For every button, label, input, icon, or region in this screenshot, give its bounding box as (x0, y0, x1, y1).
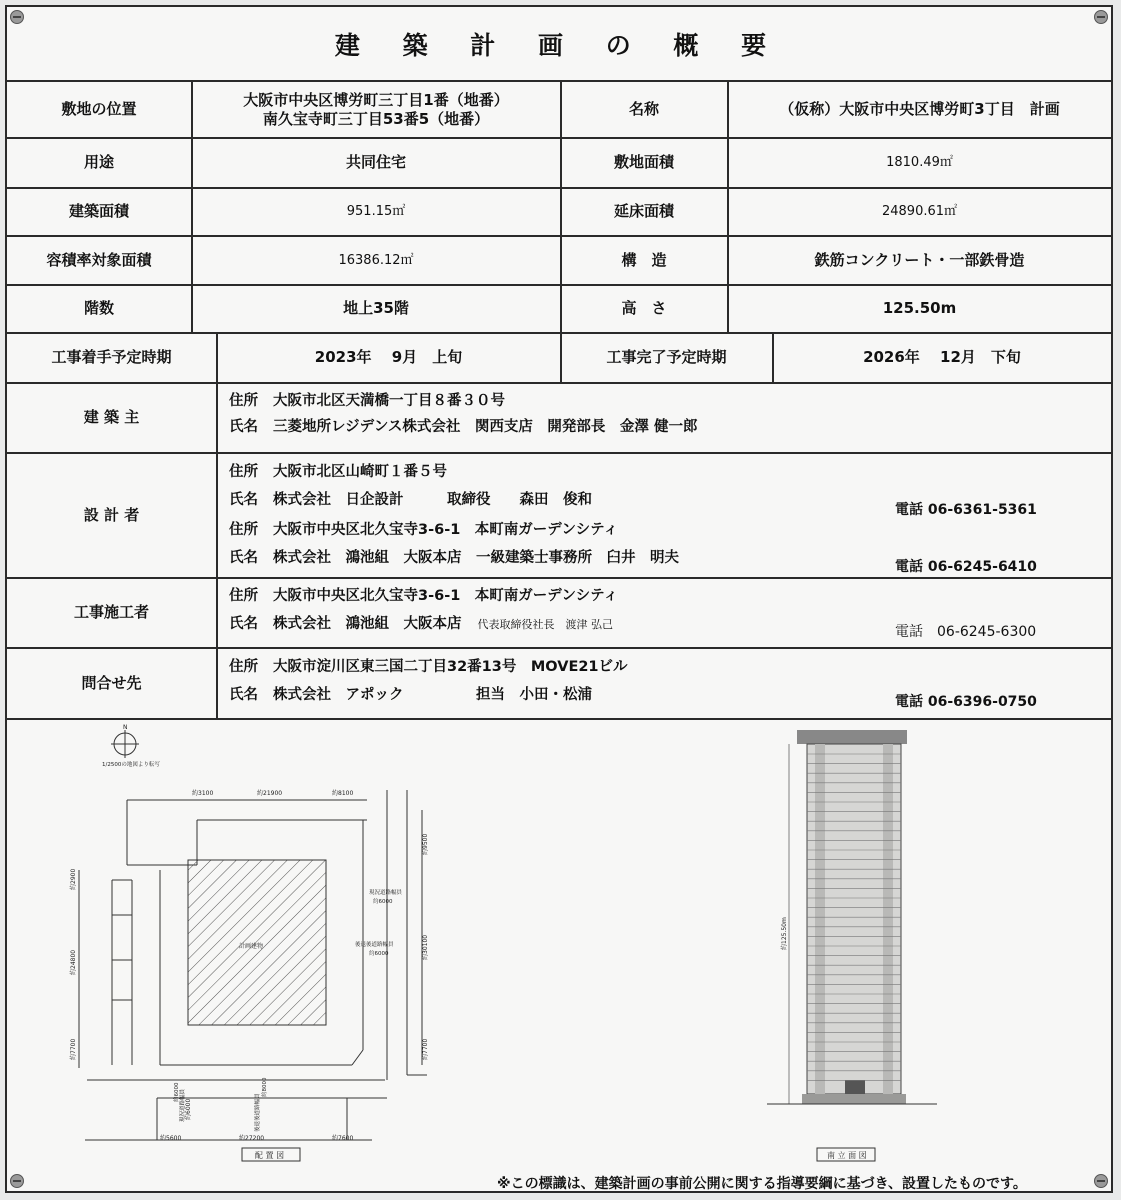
floors-label: 階数 (83, 299, 114, 317)
floors-value: 地上35階 (343, 299, 409, 317)
site-area-value: 1810.49㎡ (886, 155, 953, 170)
site-location-line1: 大阪市中央区博労町三丁目1番（地番） (243, 90, 509, 109)
total-floor-area-value: 24890.61㎡ (881, 204, 958, 219)
north-arrow-icon (111, 730, 139, 758)
dim-2900: 約2900 (70, 868, 77, 890)
completion-period-value: 2026年 12月 下旬 (863, 348, 1021, 366)
board-title: 建 築 計 画 の 概 要 (7, 7, 1111, 82)
designer1-phone: 電話 06-6361-5361 (895, 502, 1037, 518)
contractor-representative: 代表取締役社長 渡津 弘己 (477, 618, 613, 631)
north-label: N (123, 724, 128, 731)
dim-7700-left: 約7700 (70, 1038, 77, 1060)
building-area-value: 951.15㎡ (346, 204, 406, 219)
contractor-address: 住所 大阪市中央区北久宝寺3-6-1 本町南ガーデンシティ (229, 588, 618, 604)
building-area-label: 建築面積 (68, 202, 129, 220)
dim-30100: 約30100 (422, 934, 429, 960)
dim-3100: 約3100 (192, 790, 214, 797)
signboard (5, 5, 1113, 1193)
dim-7600: 約7600 (332, 1135, 354, 1142)
project-name-label: 名称 (628, 100, 659, 118)
road1-width: 約6000 (373, 899, 393, 905)
contact-phone: 電話 06-6396-0750 (895, 694, 1037, 710)
structure-value: 鉄筋コンクリート・一部鉄骨造 (814, 250, 1025, 269)
dim-8100: 約8100 (332, 790, 354, 797)
designer-label: 設 計 者 (83, 505, 140, 524)
road3-width: 約6000 (174, 1082, 180, 1102)
designer1-address: 住所 大阪市北区山崎町１番５号 (229, 464, 447, 480)
dim-7700-right: 約7700 (422, 1038, 429, 1060)
height-label: 高 さ (621, 299, 667, 317)
owner-name: 氏名 三菱地所レジデンス株式会社 関西支店 開発部長 金澤 健一郎 (229, 419, 698, 435)
owner-label: 建 築 主 (83, 408, 140, 426)
usage-value: 共同住宅 (345, 153, 406, 171)
designer2-address: 住所 大阪市中央区北久宝寺3-6-1 本町南ガーデンシティ (229, 522, 618, 538)
contractor-phone: 電話 06-6245-6300 (895, 624, 1037, 640)
building-label: 計画建物 (239, 943, 264, 950)
designer1-name: 氏名 株式会社 日企設計 取締役 森田 俊和 (229, 492, 592, 508)
dim-24800: 約24800 (70, 949, 77, 975)
usage-label: 用途 (83, 153, 114, 171)
road2-label: 後退後道路幅員 (355, 942, 394, 948)
start-period-value: 2023年 9月 上旬 (314, 348, 463, 366)
start-period-label: 工事着手予定時期 (51, 348, 172, 366)
dim-9500: 約9500 (422, 833, 429, 855)
site-location-label: 敷地の位置 (61, 100, 137, 118)
road4-label: 後退後道路幅員 (255, 1093, 261, 1132)
site-location-line2: 南久宝寺町三丁目53番5（地番） (262, 109, 490, 128)
footer-note: ※この標識は、建築計画の事前公開に関する指導要綱に基づき、設置したものです。 (497, 1176, 1027, 1192)
dim-27200: 約27200 (239, 1135, 265, 1142)
project-name-value: （仮称）大阪市中央区博労町3丁目 計画 (779, 100, 1060, 118)
road1-label: 現況道路幅員 (369, 890, 403, 896)
far-area-label: 容積率対象面積 (46, 250, 152, 269)
site-location-value (192, 82, 560, 137)
road3-label: 現況道路幅員 (180, 1088, 186, 1122)
designer2-name: 氏名 株式会社 鴻池組 大阪本店 一級建築士事務所 臼井 明夫 (229, 550, 679, 566)
owner-address: 住所 大阪市北区天満橋一丁目８番３０号 (229, 393, 505, 409)
structure-label: 構 造 (621, 250, 667, 269)
designer2-phone: 電話 06-6245-6410 (895, 559, 1037, 575)
site-plan-caption: 配 置 図 (255, 1151, 285, 1160)
site-area-label: 敷地面積 (613, 153, 674, 171)
completion-period-label: 工事完了予定時期 (606, 348, 727, 366)
contact-name: 氏名 株式会社 アポック 担当 小田・松浦 (229, 687, 592, 703)
drawings (7, 720, 1111, 1190)
elevation-caption: 南 立 面 図 (827, 1151, 867, 1160)
far-area-value: 16386.12㎡ (338, 252, 414, 268)
dim-6000: 約6000 (185, 1098, 192, 1120)
contact-label: 問合せ先 (81, 673, 142, 692)
scale-note: 1/2500の地図より転写 (102, 762, 160, 768)
road2-width: 約6000 (369, 951, 389, 957)
road4-width: 約8000 (262, 1077, 268, 1097)
tower-height-label: 約125.50m (781, 917, 788, 950)
contractor-name: 氏名 株式会社 鴻池組 大阪本店 代表取締役社長 渡津 弘己 (229, 616, 613, 632)
total-floor-area-label: 延床面積 (613, 202, 674, 220)
contractor-label: 工事施工者 (73, 603, 149, 621)
height-value: 125.50m (882, 299, 957, 317)
dim-21900: 約21900 (257, 790, 283, 797)
contact-address: 住所 大阪市淀川区東三国二丁目32番13号 MOVE21ビル (229, 659, 628, 675)
dim-5600: 約5600 (160, 1135, 182, 1142)
